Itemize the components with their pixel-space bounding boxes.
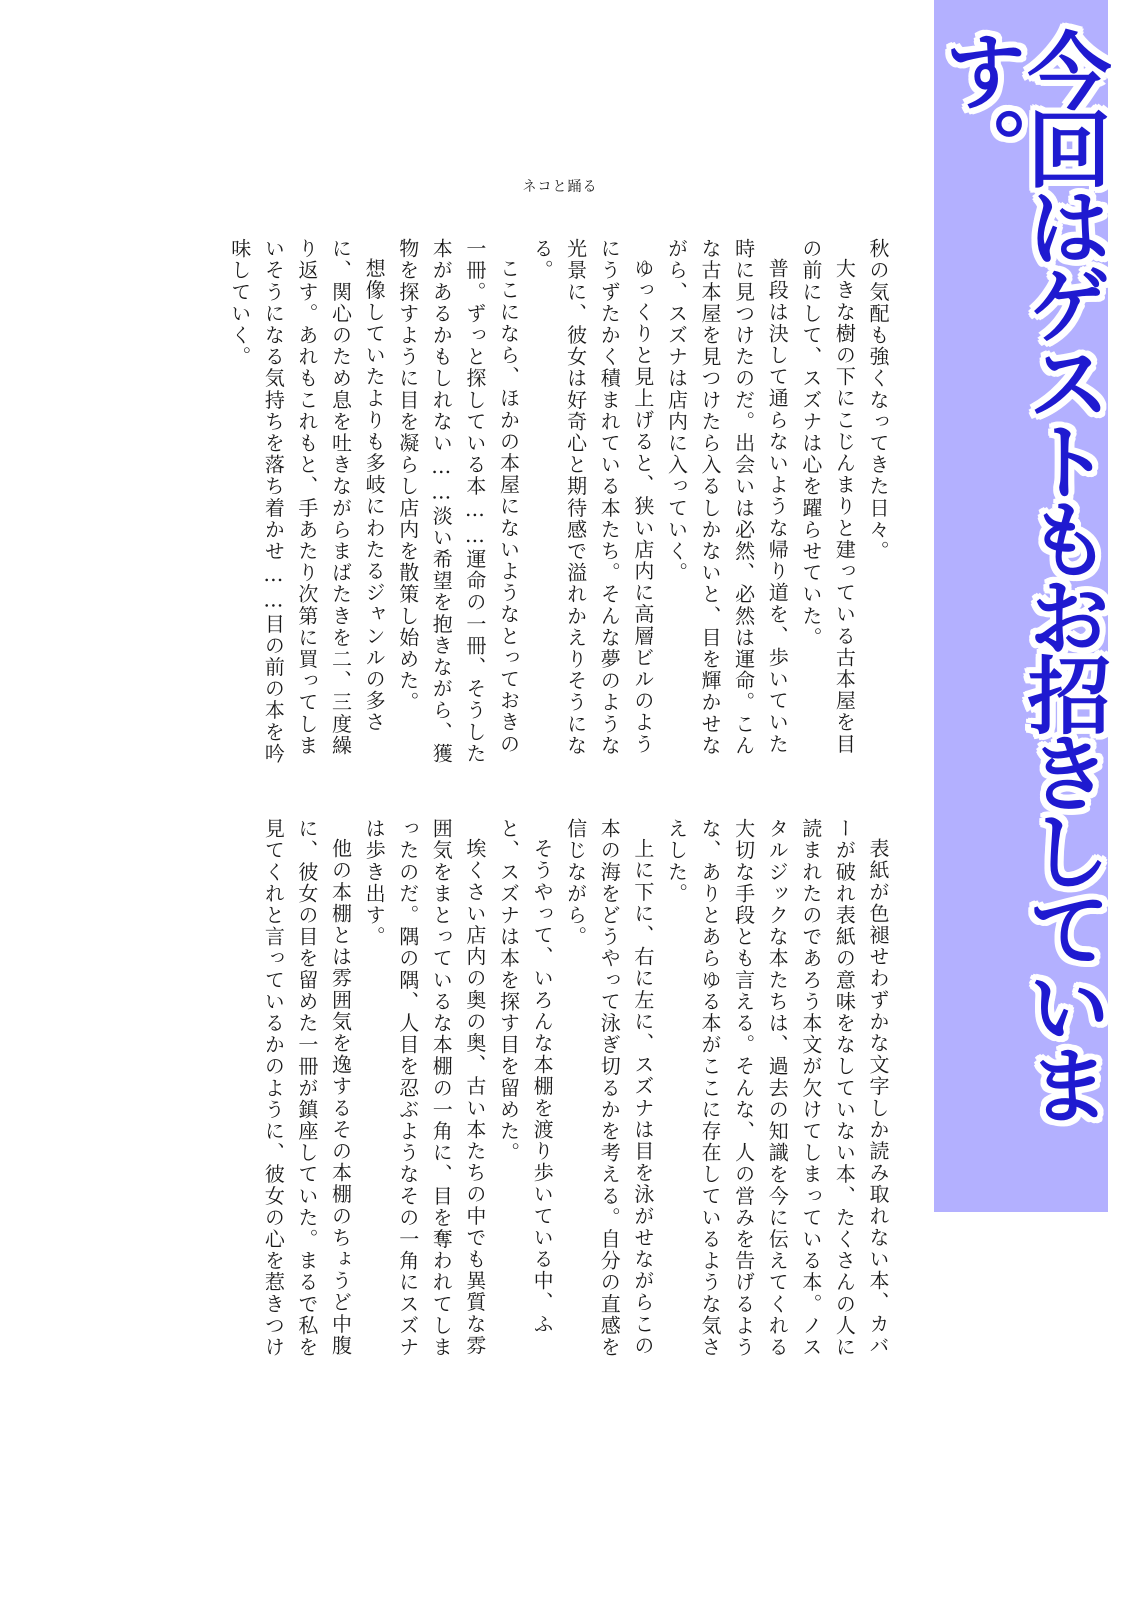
paragraph: 表紙が色褪せわずかな文字しか読み取れない本、カバーが破れ表紙の意味をなしていない本、たくさんの人に読まれたのであろう本文が欠けてしまっている本。ノスタルジックな本たちは、過去の知識を今に伝えてくれる大切な手段とも言える。そんな、人の営みを告げるような、ありとあらゆる本がここに存在しているような気さえした。 — [664, 818, 890, 1358]
body-text-lower-tier — [226, 818, 894, 1358]
body-text-upper-tier — [226, 238, 894, 773]
paragraph: 埃くさい店内の奥の奥、古い本たちの中でも異質な雰囲気をまとっているな本棚の一角に、目を奪われてしまったのだ。隅の隅、人目を忍ぶようなその一角にスズナは歩き出す。 — [362, 818, 487, 1358]
guest-announcement-banner — [930, 0, 1112, 1212]
paragraph: 想像していたよりも多岐にわたるジャンルの多さに、関心のため息を吐きながらまばたきを二、三度繰り返す。あれもこれもと、手あたり次第に買ってしまいそうになる気持ちを落ち着かせ……目の前の本を吟味していく。 — [227, 238, 387, 765]
paragraph: 上に下に、右に左に、スズナは目を泳がせながらこの本の海をどうやって泳ぎ切るかを考える。自分の直感を信じながら。 — [563, 818, 655, 1358]
page-header-title: ネコと踊る — [522, 179, 598, 195]
paragraph: 大きな樹の下にこじんまりと建っている古本屋を目の前にして、スズナは心を躍らせていた。 — [798, 238, 857, 755]
paragraph: 秋の気配も強くなってきた日々。 — [866, 238, 890, 562]
paragraph: 普段は決して通らないような帰り道を、歩いていた時に見つけたのだ。出会いは必然、必然は運命。こんな古本屋を見つけたら入るしかないと、目を輝かせながら、スズナは店内に入っていく。 — [664, 238, 790, 757]
paragraph: そうやって、いろんな本棚を渡り歩いている中、ふと、スズナは本を探す目を留めた。 — [496, 818, 555, 1335]
paragraph: 他の本棚とは雰囲気を逸するその本棚のちょうど中腹に、彼女の目を留めた一冊が鎮座していた。まるで私を見てくれと言っているかのように、彼女の心を惹きつけ — [261, 818, 353, 1358]
paragraph: ここになら、ほかの本屋にないようなとっておきの一冊。ずっと探している本……運命の一冊、そうした本があるかもしれない……淡い希望を抱きながら、獲物を探すように目を凝らし店内を散策し始めた。 — [395, 238, 521, 765]
paragraph: ゆっくりと見上げると、狭い店内に高層ビルのようにうずたかく積まれている本たち。そんな夢のような光景に、彼女は好奇心と期待感で溢れかえりそうになる。 — [530, 238, 655, 757]
banner-caption: 今回はゲストもお招きしています。 — [930, 28, 1112, 1120]
